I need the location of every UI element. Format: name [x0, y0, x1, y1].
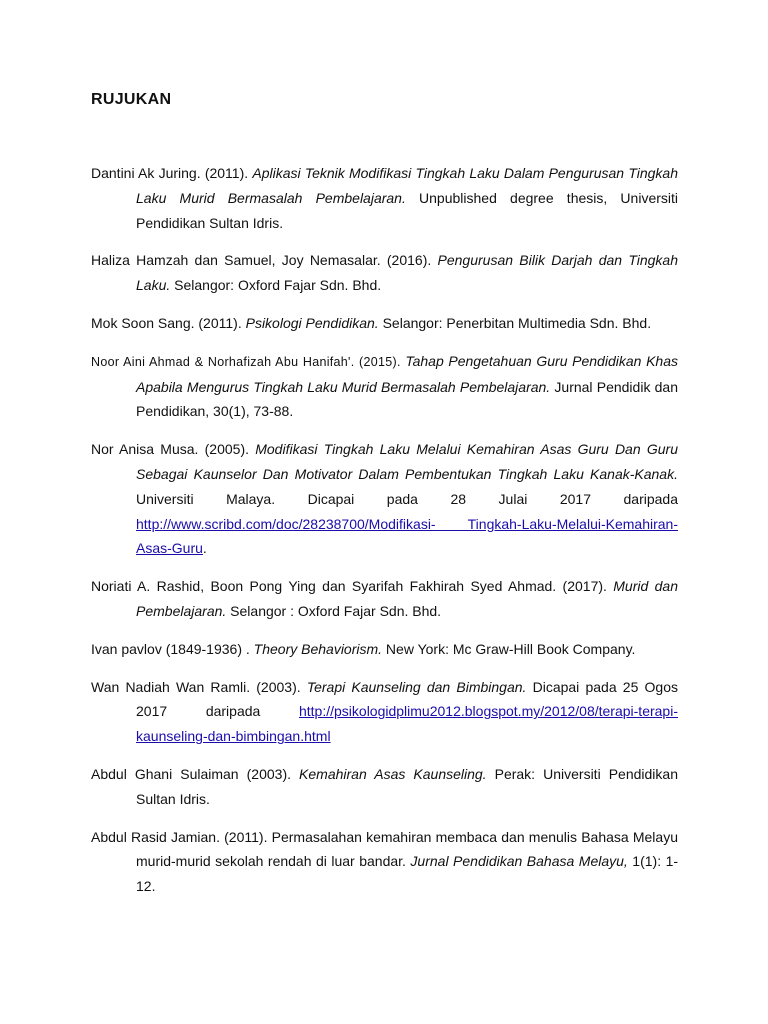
reference-item: [91, 637, 678, 662]
reference-item: [91, 311, 678, 336]
reference-title: Jurnal Pendidikan Bahasa Melayu,: [410, 853, 628, 870]
reference-item: [91, 349, 678, 424]
reference-author: Wan Nadiah Wan Ramli. (2003).: [91, 678, 307, 695]
reference-item: [91, 437, 678, 561]
reference-title: Terapi Kaunseling dan Bimbingan.: [306, 678, 527, 695]
reference-details: Perak: Universiti Pendidikan Sultan Idris.: [136, 765, 678, 807]
reference-title: Murid dan Pembelajaran.: [136, 578, 678, 619]
reference-author: Nor Anisa Musa. (2005).: [91, 441, 256, 458]
reference-item: [91, 762, 678, 812]
reference-details: New York: Mc Graw-Hill Book Company.: [382, 640, 636, 657]
reference-author: Abdul Ghani Sulaiman (2003).: [91, 765, 300, 782]
reference-author: Mok Soon Sang. (2011).: [91, 314, 246, 331]
reference-title: Aplikasi Teknik Modifikasi Tingkah Laku Dalam Pengurusan Tingkah Laku Murid Bermasalah Pembelajaran.: [136, 165, 678, 206]
reference-author: Abdul Rasid Jamian. (2011). Permasalahan kemahiran membaca dan menulis Bahasa Melayu murid-murid sekolah rendah di luar bandar.: [91, 828, 678, 870]
reference-author: Noor Aini Ahmad & Norhafizah Abu Hanifah'. (2015).: [91, 354, 406, 369]
reference-item: [91, 825, 678, 899]
reference-item: [91, 574, 678, 624]
reference-author: Dantini Ak Juring. (2011).: [91, 165, 253, 181]
reference-link[interactable]: http://www.scribd.com/doc/28238700/Modifikasi- Tingkah-Laku-Melalui-Kemahiran-Asas-Guru: [136, 515, 678, 557]
reference-details: Universiti Malaya. Dicapai pada 28 Julai 2017 daripada: [136, 490, 678, 507]
reference-title: Kemahiran Asas Kaunseling.: [299, 765, 487, 782]
reference-item: [91, 161, 678, 235]
reference-details: 1(1): 1-12.: [136, 853, 679, 895]
reference-title: Psikologi Pendidikan.: [245, 314, 379, 331]
reference-title: Modifikasi Tingkah Laku Melalui Kemahiran Asas Guru Dan Guru Sebagai Kaunselor Dan Motivator Dalam Pembentukan Tingkah Laku Kanak-Kanak.: [136, 441, 678, 482]
reference-list: [91, 161, 678, 912]
reference-details: Dicapai pada 25 Ogos 2017 daripada: [136, 678, 678, 720]
reference-author: Ivan pavlov (1849-1936) .: [91, 640, 254, 657]
reference-details: Jurnal Pendidik dan Pendidikan, 30(1), 73-88.: [136, 378, 678, 420]
reference-title: Theory Behaviorism.: [253, 640, 383, 657]
reference-title: Pengurusan Bilik Darjah dan Tingkah Laku.: [136, 252, 679, 294]
reference-link-suffix: .: [202, 540, 207, 557]
reference-details: Selangor: Oxford Fajar Sdn. Bhd.: [170, 277, 382, 294]
reference-link[interactable]: http://psikologidplimu2012.blogspot.my/2012/08/terapi-terapi-kaunseling-dan-bimbingan.html: [136, 703, 678, 745]
reference-title: Tahap Pengetahuan Guru Pendidikan Khas Apabila Mengurus Tingkah Laku Murid Bermasalah Pembelajaran.: [136, 352, 678, 395]
reference-details: Unpublished degree thesis, Universiti Pendidikan Sultan Idris.: [136, 189, 678, 231]
reference-author: Noriati A. Rashid, Boon Pong Ying dan Syarifah Fakhirah Syed Ahmad. (2017).: [91, 578, 614, 595]
reference-item: [91, 248, 678, 298]
reference-details: Selangor: Penerbitan Multimedia Sdn. Bhd.: [378, 314, 652, 331]
page-title: RUJUKAN: [91, 91, 172, 108]
reference-details: Selangor : Oxford Fajar Sdn. Bhd.: [226, 602, 442, 619]
reference-item: [91, 675, 678, 749]
reference-author: Haliza Hamzah dan Samuel, Joy Nemasalar. (2016).: [91, 252, 438, 269]
